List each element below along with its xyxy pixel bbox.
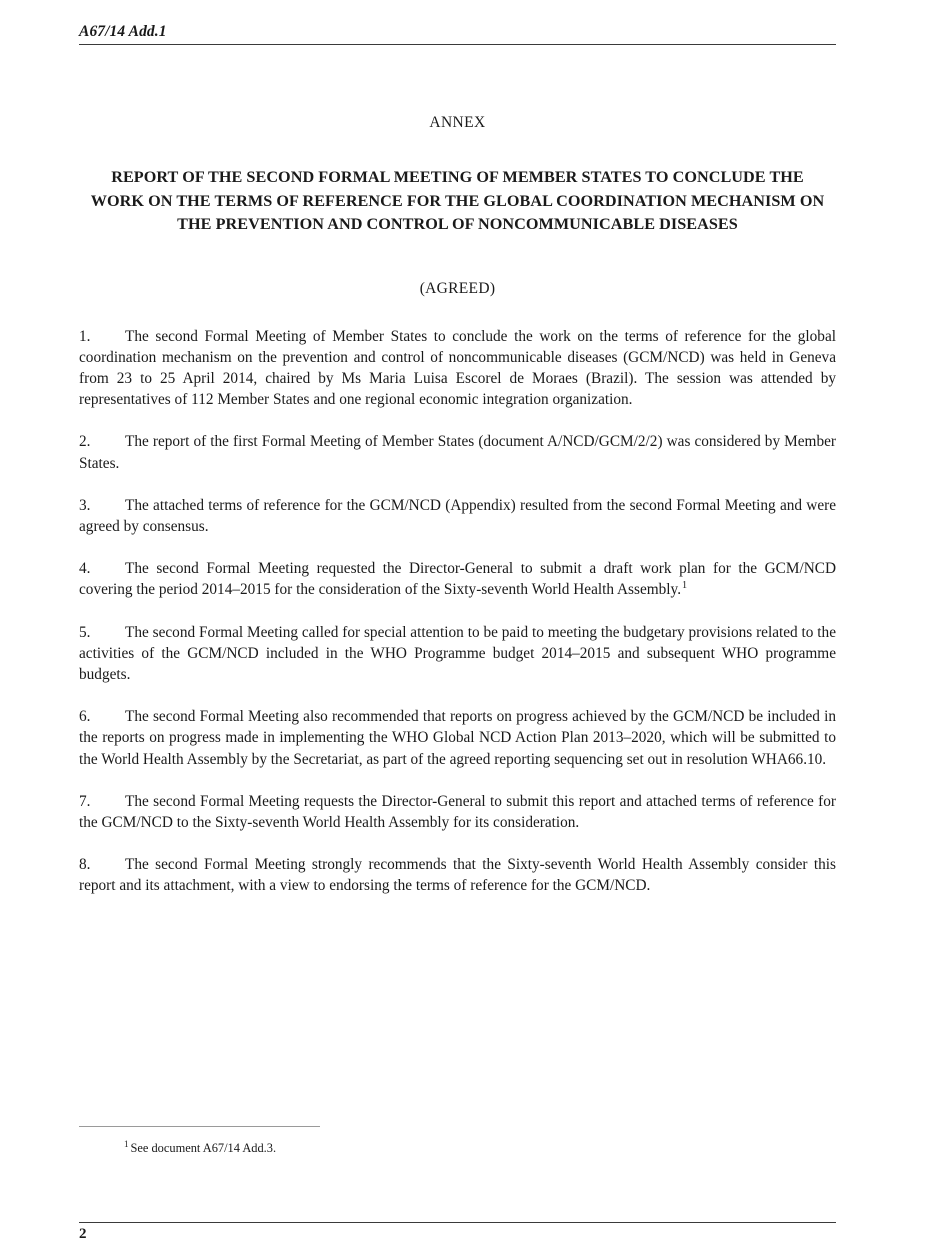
paragraph-text: The attached terms of reference for the GCM/NCD (Appendix) resulted from the second Formal Meeting and were agreed by consensus. <box>79 496 836 535</box>
numbered-paragraph <box>79 706 836 770</box>
numbered-paragraph <box>79 431 836 473</box>
page-title: REPORT OF THE SECOND FORMAL MEETING OF MEMBER STATES TO CONCLUDE THE WORK ON THE TERMS OF REFERENCE FOR THE GLOBAL COORDINATION MECHANISM ON THE PREVENTION AND CONTROL OF NONCOMMUNICABLE DISEASES <box>90 168 825 233</box>
numbered-paragraph <box>79 326 836 411</box>
footnote-list <box>79 1140 836 1156</box>
paragraph-number: 6. <box>79 708 91 726</box>
page-number: 2 <box>79 1226 87 1242</box>
paragraph-text: The second Formal Meeting called for special attention to be paid to meeting the budgetary provisions related to the activities of the GCM/NCD included in the WHO Programme budget 2014–2015 and subsequent WHO programme budgets. <box>79 623 836 683</box>
footnote-area <box>79 1126 836 1156</box>
footnote-text: See document A67/14 Add.3. <box>130 1141 277 1155</box>
annex-label: ANNEX <box>429 114 486 131</box>
document-body <box>79 112 836 897</box>
paragraph-number: 2. <box>79 433 91 451</box>
paragraph-text: The second Formal Meeting of Member States to conclude the work on the terms of reference for the global coordination mechanism on the prevention and control of noncommunicable diseases (GCM/NCD) was held in Geneva from 23 to 25 April 2014, chaired by Ms Maria Luisa Escorel de Moraes (Brazil). The session was attended by representatives of 112 Member States and one regional economic integration organization. <box>79 327 836 409</box>
footnote-marker: 1 <box>124 1138 129 1149</box>
paragraph-number: 8. <box>79 856 91 874</box>
paragraph-text: The report of the first Formal Meeting of Member States (document A/NCD/GCM/2/2) was considered by Member States. <box>79 433 836 472</box>
paragraph-text: The second Formal Meeting requests the Director-General to submit this report and attached terms of reference for the GCM/NCD to the Sixty-seventh World Health Assembly for its consideration. <box>79 792 836 831</box>
numbered-paragraph <box>79 854 836 896</box>
numbered-paragraph <box>79 558 836 600</box>
numbered-paragraph <box>79 791 836 833</box>
footnote <box>79 1140 836 1156</box>
numbered-paragraph <box>79 622 836 686</box>
paragraph-number: 1. <box>79 327 91 345</box>
agreed-status-label: (AGREED) <box>419 279 496 297</box>
paragraph-text: The second Formal Meeting also recommended that reports on progress achieved by the GCM/NCD be included in the reports on progress made in implementing the WHO Global NCD Action Plan 2013–2020, which will be submitted to the World Health Assembly by the Secretariat, as part of the agreed reporting sequencing set out in resolution WHA66.10. <box>79 708 836 768</box>
paragraph-number: 5. <box>79 623 91 641</box>
paragraph-number: 7. <box>79 792 91 810</box>
footnote-reference[interactable]: 1 <box>682 580 688 592</box>
paragraph-text: The second Formal Meeting requested the Director-General to submit a draft work plan for the GCM/NCD covering the period 2014–2015 for the consideration of the Sixty-seventh World Health Assembly. <box>79 560 836 599</box>
paragraph-list <box>79 326 836 897</box>
header-rule <box>79 44 836 45</box>
numbered-paragraph <box>79 495 836 537</box>
paragraph-number: 4. <box>79 560 91 578</box>
footnote-separator-rule <box>79 1126 320 1127</box>
paragraph-text: The second Formal Meeting strongly recommends that the Sixty-seventh World Health Assembly consider this report and its attachment, with a view to endorsing the terms of reference for the GCM/NCD. <box>79 856 836 895</box>
paragraph-number: 3. <box>79 496 91 514</box>
page-footer <box>79 1222 836 1244</box>
document-symbol: A67/14 Add.1 <box>79 23 167 40</box>
footer-rule <box>79 1222 836 1223</box>
page-header <box>79 22 836 45</box>
